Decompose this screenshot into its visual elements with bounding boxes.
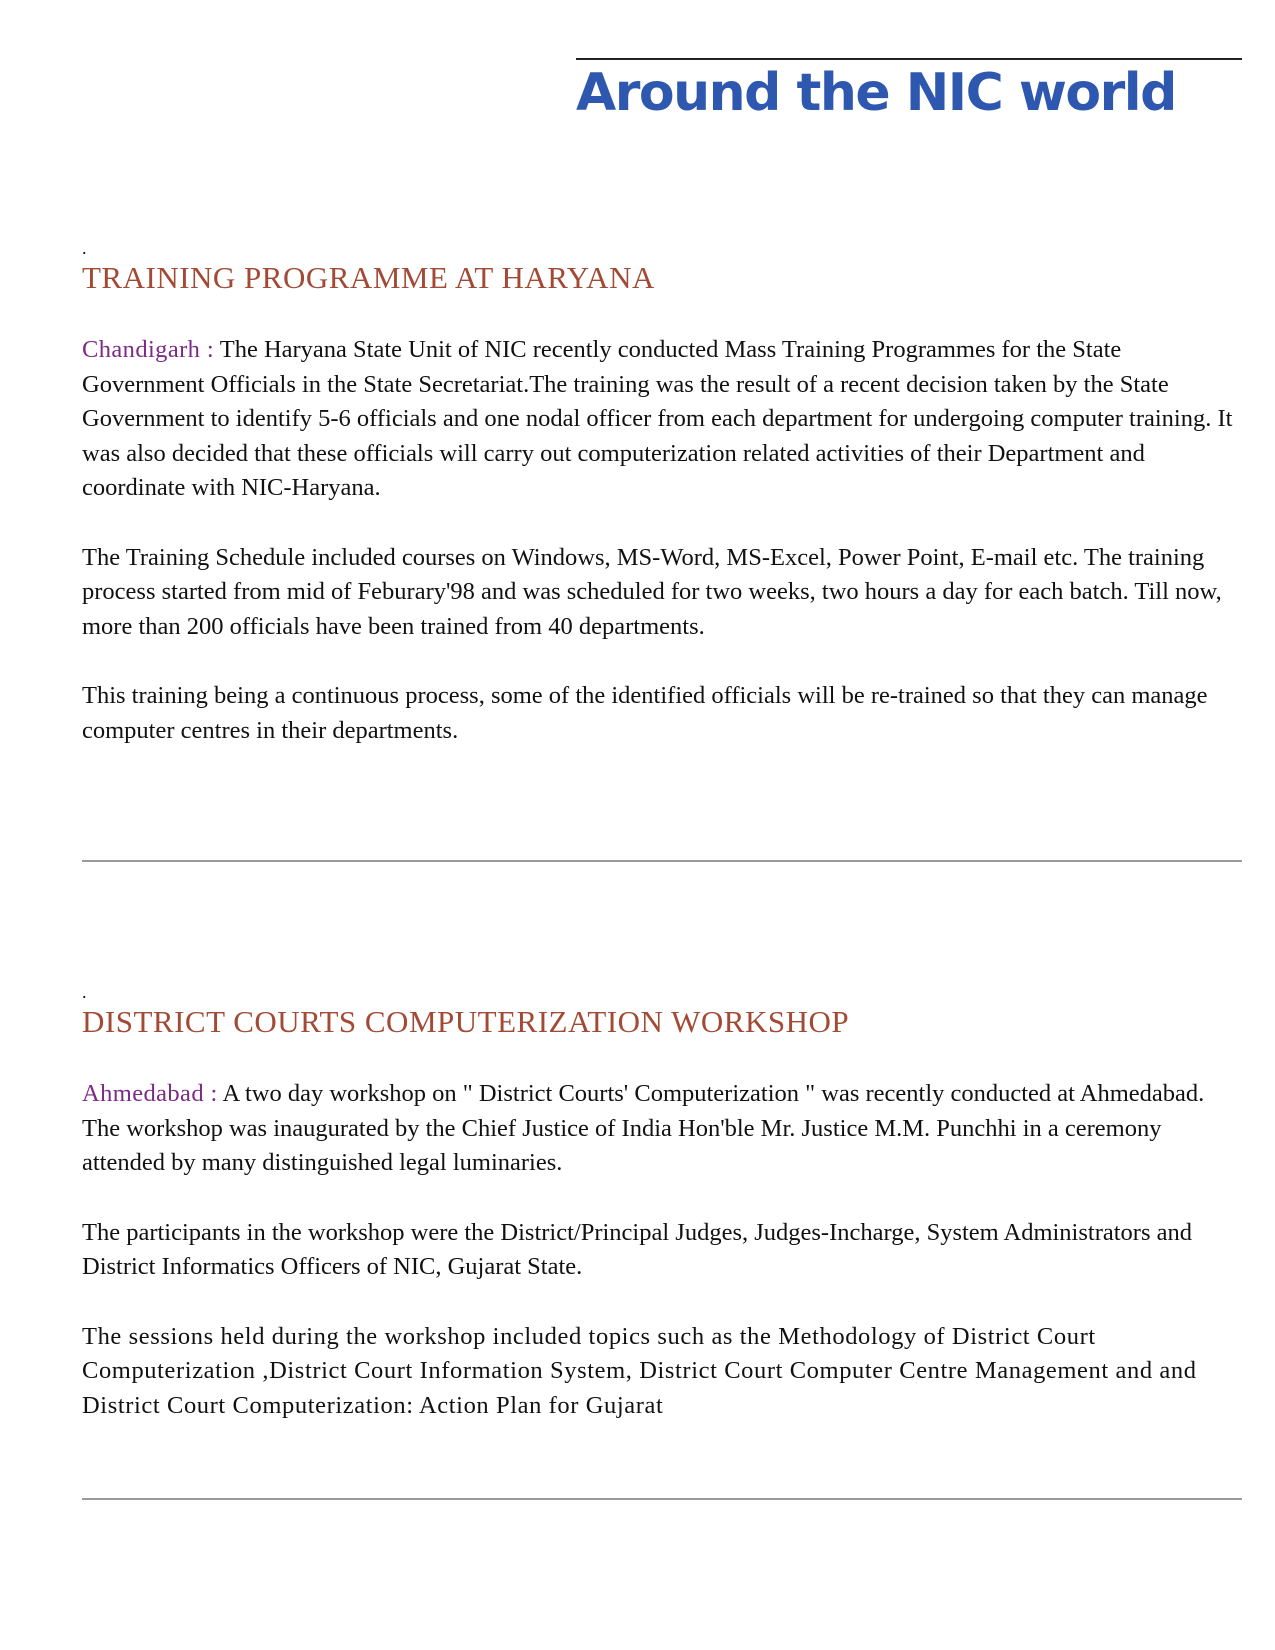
section-divider	[82, 1498, 1242, 1500]
article-paragraph: This training being a continuous process, some of the identified officials will be re-trained so that they can manage computer centres in their departments.	[82, 682, 1208, 744]
section-marker: .	[82, 982, 87, 1002]
article-headline: TRAINING PROGRAMME AT HARYANA	[82, 260, 655, 295]
masthead-rule	[576, 58, 1242, 60]
article-paragraph	[82, 1077, 1242, 1181]
article-paragraph	[82, 333, 1242, 506]
section-marker: .	[82, 238, 87, 258]
article-paragraph: The sessions held during the workshop included topics such as the Methodology of District Court Computerization ,District Court Information System, District Court Computer Centre Management and and District Court Computerization: Action Plan for Gujarat	[82, 1322, 1197, 1419]
paragraph-text: A two day workshop on " District Courts' Computerization " was recently conducted at Ahmedabad. The workshop was inaugurated by the Chief Justice of India Hon'ble Mr. Justice M.M. Punchhi in a ceremony attended by many distinguished legal luminaries.	[82, 1080, 1205, 1176]
article-paragraph: The Training Schedule included courses on Windows, MS-Word, MS-Excel, Power Point, E-mail etc. The training process started from mid of Feburary'98 and was scheduled for two weeks, two hours a day for each batch. Till now, more than 200 officials have been trained from 40 departments.	[82, 543, 1222, 640]
section-divider	[82, 860, 1242, 862]
article-training-haryana	[82, 236, 1242, 783]
masthead-title: Around the NIC world	[576, 63, 1176, 123]
article-paragraph: The participants in the workshop were the District/Principal Judges, Judges-Incharge, System Administrators and District Informatics Officers of NIC, Gujarat State.	[82, 1218, 1192, 1280]
dateline: Ahmedabad :	[82, 1080, 218, 1107]
dateline: Chandigarh :	[82, 336, 215, 363]
paragraph-text: The Haryana State Unit of NIC recently conducted Mass Training Programmes for the State Government Officials in the State Secretariat.The training was the result of a recent decision taken by the State Government to identify 5-6 officials and one nodal officer from each department for undergoing computer training. It was also decided that these officials will carry out computerization related activities of their Department and coordinate with NIC-Haryana.	[82, 336, 1233, 501]
masthead	[576, 58, 1242, 123]
article-district-courts	[82, 980, 1242, 1458]
article-headline: DISTRICT COURTS COMPUTERIZATION WORKSHOP	[82, 1004, 850, 1039]
